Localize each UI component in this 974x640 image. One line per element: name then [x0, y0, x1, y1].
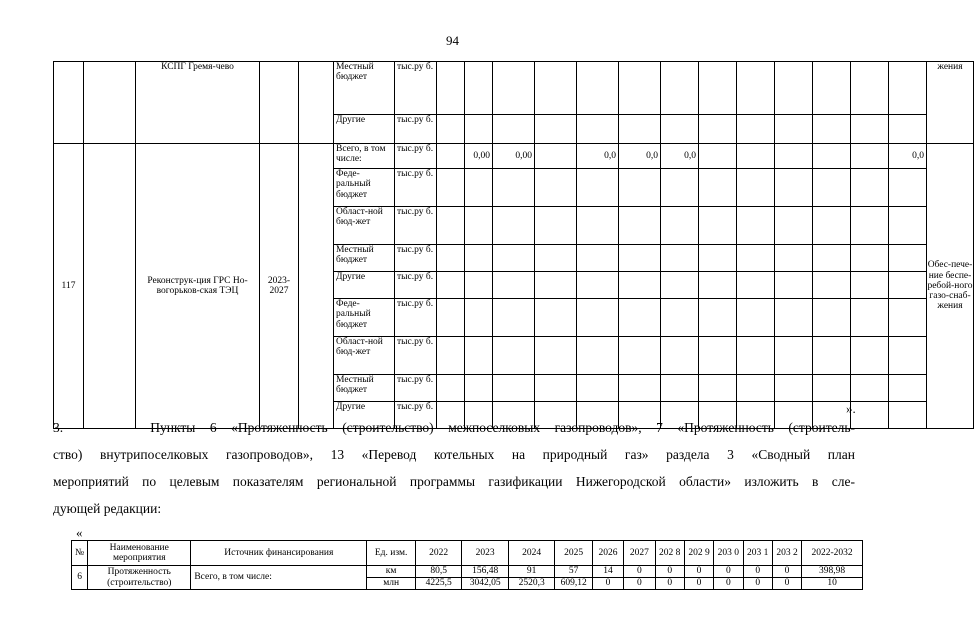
value-cell	[889, 337, 927, 375]
value-cell	[577, 62, 619, 115]
value-cell	[851, 245, 889, 272]
value-cell: 0	[714, 566, 743, 578]
value-cell	[851, 207, 889, 245]
value-cell	[465, 207, 493, 245]
value-cell	[619, 375, 661, 402]
value-cell	[661, 207, 699, 245]
value-cell	[813, 115, 851, 144]
value-cell: 57	[555, 566, 592, 578]
paragraph-line: ство) внутрипоселковых газопроводов», 13 «Перевод котельных на природный газ» раздела 3 «Сводный план	[53, 447, 855, 462]
value-cell	[465, 299, 493, 337]
column-header: 2022	[415, 541, 462, 566]
value-cell	[493, 62, 535, 115]
empty-cell	[299, 62, 334, 144]
value-cell: 4225,5	[415, 578, 462, 590]
value-cell	[699, 337, 737, 375]
value-cell: 609,12	[555, 578, 592, 590]
value-cell: 0,00	[465, 144, 493, 169]
measure-name: Реконструк-ция ГРС Но-вогорьков-ская ТЭЦ	[136, 144, 260, 429]
value-cell	[699, 375, 737, 402]
value-cell	[699, 299, 737, 337]
value-cell	[619, 337, 661, 375]
value-cell	[535, 169, 577, 207]
value-cell	[661, 272, 699, 299]
measure-name: КСПГ Гремя-чево	[136, 62, 260, 144]
column-header: 202 9	[684, 541, 713, 566]
value-cell: 0	[714, 578, 743, 590]
value-cell	[437, 144, 465, 169]
value-cell	[619, 169, 661, 207]
value-cell	[775, 272, 813, 299]
value-cell	[889, 245, 927, 272]
column-header: Наименование мероприятия	[88, 541, 191, 566]
column-header: 2025	[555, 541, 592, 566]
unit-cell: тыс.ру б.	[395, 115, 437, 144]
value-cell	[661, 169, 699, 207]
column-header: 2022-2032	[802, 541, 863, 566]
value-cell	[661, 299, 699, 337]
value-cell	[437, 115, 465, 144]
value-cell	[661, 115, 699, 144]
column-header: 2024	[508, 541, 555, 566]
value-cell	[493, 245, 535, 272]
value-cell	[737, 144, 775, 169]
value-cell	[699, 207, 737, 245]
value-cell	[465, 169, 493, 207]
funding-source: Местный бюджет	[334, 375, 395, 402]
paragraph-line: дующей редакции:	[53, 501, 162, 516]
value-cell	[437, 375, 465, 402]
value-cell	[535, 299, 577, 337]
value-cell	[437, 299, 465, 337]
funding-source: Другие	[334, 272, 395, 299]
value-cell	[661, 62, 699, 115]
value-cell	[493, 299, 535, 337]
unit-cell: км	[367, 566, 416, 578]
closing-quote: ».	[846, 401, 856, 416]
value-cell: 0	[624, 566, 655, 578]
value-cell	[619, 245, 661, 272]
unit-cell: тыс.ру б.	[395, 272, 437, 299]
outcome-cell: жения	[927, 62, 974, 144]
value-cell: 0	[772, 566, 801, 578]
value-cell	[851, 169, 889, 207]
value-cell	[851, 272, 889, 299]
value-cell	[493, 337, 535, 375]
value-cell	[699, 62, 737, 115]
value-cell	[465, 62, 493, 115]
value-cell: 398,98	[802, 566, 863, 578]
header-row	[72, 541, 863, 566]
unit-cell: тыс.ру б.	[395, 169, 437, 207]
funding-source: Област-ной бюд-жет	[334, 207, 395, 245]
value-cell	[465, 337, 493, 375]
value-cell: 2520,3	[508, 578, 555, 590]
column-header: 203 2	[772, 541, 801, 566]
value-cell	[577, 299, 619, 337]
value-cell	[619, 299, 661, 337]
value-cell: 0	[743, 566, 772, 578]
funding-source: Всего, в том числе:	[191, 566, 367, 590]
value-cell	[577, 207, 619, 245]
value-cell	[577, 115, 619, 144]
unit-cell: тыс.ру б.	[395, 62, 437, 115]
value-cell	[699, 169, 737, 207]
empty-cell	[84, 62, 136, 144]
funding-source: Феде-ральный бюджет	[334, 169, 395, 207]
value-cell	[775, 207, 813, 245]
value-cell: 91	[508, 566, 555, 578]
funding-source: Местный бюджет	[334, 62, 395, 115]
unit-cell: тыс.ру б.	[395, 337, 437, 375]
value-cell	[851, 402, 889, 429]
value-cell: 0	[624, 578, 655, 590]
value-cell	[737, 299, 775, 337]
value-cell: 0	[655, 566, 684, 578]
unit-cell: тыс.ру б.	[395, 299, 437, 337]
value-cell	[775, 245, 813, 272]
value-cell: 80,5	[415, 566, 462, 578]
empty-cell	[84, 144, 136, 429]
value-cell	[535, 62, 577, 115]
value-cell	[851, 337, 889, 375]
years-cell	[260, 62, 299, 144]
measure-name: Протяженность (строительство)	[88, 566, 191, 590]
value-cell	[619, 115, 661, 144]
value-cell: 0,0	[889, 144, 927, 169]
column-header: №	[72, 541, 88, 566]
column-header: 2026	[592, 541, 623, 566]
value-cell	[889, 62, 927, 115]
value-cell	[535, 375, 577, 402]
value-cell	[465, 245, 493, 272]
value-cell	[775, 337, 813, 375]
column-header: 2023	[462, 541, 509, 566]
value-cell	[699, 272, 737, 299]
value-cell	[437, 337, 465, 375]
value-cell	[737, 115, 775, 144]
value-cell	[737, 375, 775, 402]
value-cell	[535, 207, 577, 245]
value-cell	[619, 62, 661, 115]
value-cell: 14	[592, 566, 623, 578]
page-number: 94	[446, 33, 459, 48]
funding-source: Всего, в том числе:	[334, 144, 395, 169]
value-cell	[465, 115, 493, 144]
table-row	[72, 566, 863, 578]
value-cell	[775, 375, 813, 402]
outcome-cell: Обес-пече-ние беспе-ребой-ного газо-снаб-жения	[927, 144, 974, 429]
value-cell: 0,0	[577, 144, 619, 169]
unit-cell: тыс.ру б.	[395, 144, 437, 169]
value-cell	[493, 115, 535, 144]
value-cell	[775, 299, 813, 337]
value-cell	[699, 144, 737, 169]
value-cell	[889, 272, 927, 299]
years-cell: 2023-2027	[260, 144, 299, 429]
value-cell	[535, 337, 577, 375]
value-cell: 0	[684, 578, 713, 590]
unit-cell: тыс.ру б.	[395, 207, 437, 245]
value-cell	[737, 62, 775, 115]
target-indicators-table	[71, 540, 863, 590]
unit-cell: тыс.ру б.	[395, 245, 437, 272]
value-cell	[619, 272, 661, 299]
value-cell	[813, 245, 851, 272]
value-cell	[813, 272, 851, 299]
value-cell	[699, 115, 737, 144]
value-cell	[813, 299, 851, 337]
value-cell: 0	[743, 578, 772, 590]
value-cell	[437, 207, 465, 245]
value-cell	[813, 169, 851, 207]
value-cell	[465, 375, 493, 402]
value-cell: 0	[684, 566, 713, 578]
paragraph-line: 3. Пункты 6 «Протяженность (строительство) межпоселковых газопроводов», 7 «Протяженность (строитель-	[53, 420, 855, 435]
row-number: 117	[54, 144, 84, 429]
funding-source: Другие	[334, 402, 395, 429]
value-cell	[851, 115, 889, 144]
opening-quote: «	[76, 525, 83, 540]
value-cell	[889, 115, 927, 144]
value-cell	[619, 207, 661, 245]
value-cell	[437, 169, 465, 207]
no-cell	[54, 62, 84, 144]
column-header: Источник финансирования	[191, 541, 367, 566]
value-cell	[851, 375, 889, 402]
value-cell	[493, 207, 535, 245]
value-cell	[493, 169, 535, 207]
value-cell	[889, 402, 927, 429]
unit-cell: тыс.ру б.	[395, 375, 437, 402]
value-cell	[535, 272, 577, 299]
unit-cell: тыс.ру б.	[395, 402, 437, 429]
value-cell	[437, 62, 465, 115]
value-cell	[775, 169, 813, 207]
table-row	[54, 62, 974, 115]
value-cell	[493, 375, 535, 402]
value-cell	[577, 245, 619, 272]
column-header: Ед. изм.	[367, 541, 416, 566]
value-cell	[577, 375, 619, 402]
value-cell: 0	[655, 578, 684, 590]
value-cell	[535, 245, 577, 272]
value-cell	[437, 272, 465, 299]
table-row	[54, 144, 974, 169]
funding-source: Местный бюджет	[334, 245, 395, 272]
value-cell	[851, 144, 889, 169]
funding-table	[53, 61, 974, 429]
value-cell	[813, 207, 851, 245]
value-cell	[775, 62, 813, 115]
value-cell: 156,48	[462, 566, 509, 578]
value-cell	[577, 272, 619, 299]
value-cell	[813, 62, 851, 115]
value-cell: 0,0	[619, 144, 661, 169]
value-cell	[661, 375, 699, 402]
value-cell: 0	[592, 578, 623, 590]
value-cell	[577, 169, 619, 207]
value-cell	[775, 115, 813, 144]
value-cell	[661, 245, 699, 272]
value-cell: 3042,05	[462, 578, 509, 590]
value-cell	[737, 337, 775, 375]
value-cell	[737, 207, 775, 245]
funding-source: Феде-ральный бюджет	[334, 299, 395, 337]
value-cell	[851, 299, 889, 337]
value-cell	[737, 169, 775, 207]
value-cell	[813, 337, 851, 375]
column-header: 202 8	[655, 541, 684, 566]
column-header: 203 0	[714, 541, 743, 566]
column-header: 2027	[624, 541, 655, 566]
funding-source: Другие	[334, 115, 395, 144]
value-cell: 10	[802, 578, 863, 590]
column-header: 203 1	[743, 541, 772, 566]
value-cell	[813, 375, 851, 402]
value-cell	[737, 245, 775, 272]
value-cell	[535, 144, 577, 169]
value-cell	[661, 337, 699, 375]
value-cell	[465, 272, 493, 299]
funding-source: Област-ной бюд-жет	[334, 337, 395, 375]
value-cell	[813, 144, 851, 169]
paragraph-line: мероприятий по целевым показателям региональной программы газификации Нижегородской области» изложить в сле-	[53, 474, 855, 489]
empty-cell	[299, 144, 334, 429]
value-cell	[889, 207, 927, 245]
value-cell	[737, 272, 775, 299]
value-cell: 0	[772, 578, 801, 590]
unit-cell: млн	[367, 578, 416, 590]
value-cell	[889, 375, 927, 402]
value-cell	[775, 144, 813, 169]
value-cell: 0,0	[661, 144, 699, 169]
value-cell: 0,00	[493, 144, 535, 169]
value-cell	[889, 299, 927, 337]
value-cell	[577, 337, 619, 375]
value-cell	[889, 169, 927, 207]
row-number: 6	[72, 566, 88, 590]
value-cell	[699, 245, 737, 272]
value-cell	[493, 272, 535, 299]
amendment-paragraph	[53, 414, 855, 522]
value-cell	[535, 115, 577, 144]
value-cell	[437, 245, 465, 272]
value-cell	[851, 62, 889, 115]
